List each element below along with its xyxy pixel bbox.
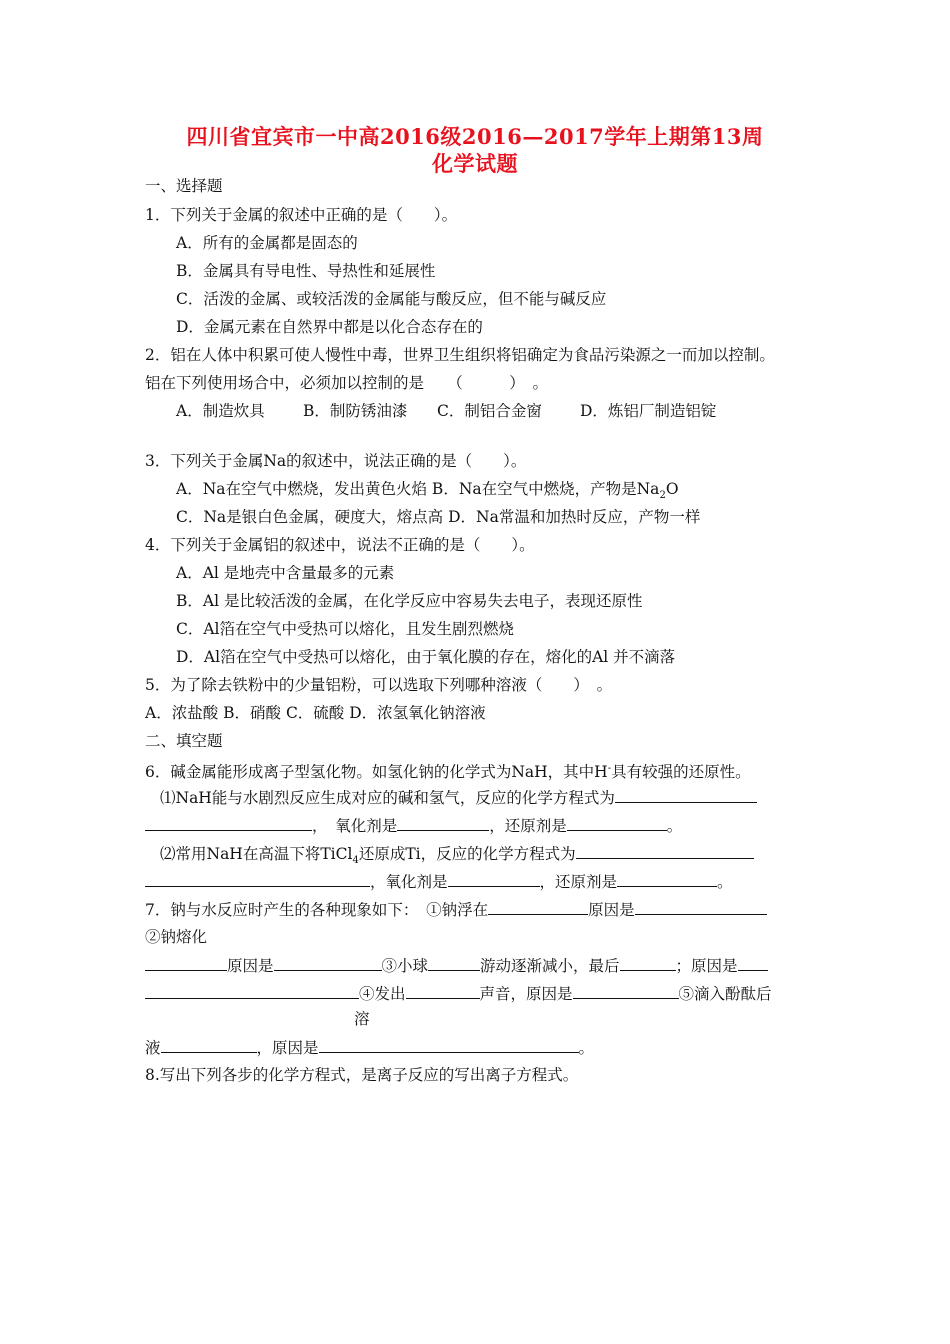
answer-blank-reason-2[interactable]: [274, 955, 382, 971]
exam-title-line2: 化学试题: [432, 151, 518, 176]
question-7-stem: [145, 899, 767, 920]
question-7-item-3c: ；原因是: [675, 957, 738, 975]
question-7-stem-text: 7．钠与水反应时产生的各种现象如下： ①钠浮在: [145, 901, 489, 919]
question-7-reason-label-2: 原因是: [227, 957, 274, 975]
question-7-item-5: ⑤滴入酚酞后: [678, 985, 772, 1003]
subscript-2: 2: [659, 490, 666, 502]
answer-blank-equation-1a[interactable]: [615, 787, 757, 803]
question-3-options-ab-tail: O: [665, 480, 679, 498]
question-4-option-c: C．Al箔在空气中受热可以熔化，且发生剧烈燃烧: [176, 620, 515, 638]
answer-blank-reason-4[interactable]: [573, 983, 679, 999]
question-7-item-3b: 游动逐渐减小，最后: [480, 957, 620, 975]
answer-blank-color[interactable]: [161, 1037, 257, 1053]
question-6-part-1-oxidant-label: ， 氧化剂是: [312, 817, 398, 835]
question-7-item-5-wrap: 溶: [354, 1010, 370, 1028]
question-1-option-d: D．金属元素在自然界中都是以化合态存在的: [176, 318, 483, 336]
answer-blank-reductant-2[interactable]: [617, 871, 717, 887]
question-1-option-c: C．活泼的金属、或较活泼的金属能与酸反应，但不能与碱反应: [176, 290, 607, 308]
answer-blank-ball[interactable]: [428, 955, 480, 971]
answer-blank-equation-2b[interactable]: [145, 871, 370, 887]
question-2-stem-line1: 2．铝在人体中积累可使人慢性中毒，世界卫生组织将铝确定为食品污染源之一而加以控制。: [145, 346, 775, 364]
question-5-stem: 5．为了除去铁粉中的少量铝粉，可以选取下列哪种溶液（ ） 。: [145, 676, 613, 694]
question-6-part-1-text: ⑴NaH能与水剧烈反应生成对应的碱和氢气，反应的化学方程式为: [160, 789, 615, 807]
answer-blank-sound[interactable]: [406, 983, 480, 999]
question-1-stem: 1．下列关于金属的叙述中正确的是（ ）。: [145, 206, 458, 224]
question-6-part-2-cont: [145, 871, 733, 892]
question-6-stem-text: 6．碱金属能形成离子型氢化物。如氢化钠的化学式为NaH，其中H: [145, 763, 608, 782]
answer-blank-oxidant-2[interactable]: [448, 871, 540, 887]
question-7-reason-label-1: 原因是: [588, 901, 635, 919]
question-2-option-d: D．炼铝厂制造铝锭: [580, 402, 717, 420]
question-7-item-3: ③小球: [381, 957, 429, 975]
question-1-option-a: A．所有的金属都是固态的: [176, 234, 358, 252]
question-7-item-4: ④发出: [359, 985, 406, 1003]
question-7-line-3: [145, 955, 768, 976]
question-6-part-2: [160, 843, 754, 871]
question-3-options-cd: C．Na是银白色金属，硬度大，熔点高 D．Na常温和加热时反应，产物一样: [176, 508, 701, 526]
question-3-options-ab: [176, 479, 679, 506]
question-7-item-2: ②钠熔化: [145, 928, 208, 946]
question-6-part-2-text: ⑵常用NaH在高温下将TiCl: [160, 845, 353, 863]
question-6-part-2-oxidant-label: ，氧化剂是: [370, 873, 448, 891]
answer-blank-reason-3a[interactable]: [738, 955, 768, 971]
question-2-option-a: A．制造炊具: [176, 402, 265, 420]
question-2-option-b: B．制防锈油漆: [303, 402, 408, 420]
exam-title-line1: 四川省宜宾市一中高2016级2016—2017学年上期第13周: [186, 124, 764, 149]
question-8-stem: 8.写出下列各步的化学方程式，是离子反应的写出离子方程式。: [145, 1066, 579, 1084]
answer-blank-equation-1b[interactable]: [145, 815, 312, 831]
answer-blank-equation-2a[interactable]: [576, 843, 754, 859]
question-6-part-1-reductant-label: ，还原剂是: [489, 817, 567, 835]
question-4-option-b: B．Al 是比较活泼的金属，在化学反应中容易失去电子，表现还原性: [176, 592, 643, 610]
question-2-option-c: C．制铝合金窗: [437, 402, 542, 420]
question-7-line-5: [145, 1037, 594, 1058]
question-1-option-b: B．金属具有导电性、导热性和延展性: [176, 262, 436, 280]
question-7-item-5-comma: ，原因是: [256, 1039, 319, 1057]
question-3-options-ab-text: A．Na在空气中燃烧，发出黄色火焰 B．Na在空气中燃烧，产物是Na: [176, 480, 660, 498]
question-4-option-d: D．Al箔在空气中受热可以熔化，由于氧化膜的存在，熔化的Al 并不滴落: [176, 648, 676, 666]
answer-blank-melt[interactable]: [145, 955, 227, 971]
section-heading-fill: 二、填空题: [145, 732, 223, 750]
superscript-minus: -: [607, 763, 612, 774]
answer-blank-reason-3b[interactable]: [145, 983, 359, 999]
answer-blank-finally[interactable]: [620, 955, 676, 971]
answer-blank-reductant-1[interactable]: [567, 815, 667, 831]
question-3-stem: 3．下列关于金属Na的叙述中，说法正确的是（ ）。: [145, 452, 527, 470]
answer-blank-reason-1[interactable]: [635, 899, 767, 915]
question-2-stem-line2: 铝在下列使用场合中，必须加以控制的是 （ ） 。: [145, 374, 549, 392]
question-6-part-1: [160, 787, 757, 808]
question-6-part-2-reductant-label: ，还原剂是: [539, 873, 618, 891]
question-6-part-2-end: 。: [717, 873, 733, 891]
question-6-stem-tail: 具有较强的还原性。: [611, 763, 751, 782]
answer-blank-oxidant-1[interactable]: [397, 815, 489, 831]
question-7-end: 。: [578, 1039, 595, 1057]
question-6-part-1-cont: [145, 815, 682, 836]
question-7-line-4: [145, 983, 772, 1004]
answer-blank-reason-5[interactable]: [319, 1037, 579, 1053]
subscript-4: 4: [352, 855, 359, 867]
question-5-options: A．浓盐酸 B．硝酸 C．硫酸 D．浓氢氧化钠溶液: [145, 704, 486, 722]
question-6-part-2-tail: 还原成Ti，反应的化学方程式为: [358, 845, 576, 863]
question-4-stem: 4．下列关于金属铝的叙述中，说法不正确的是（ ）。: [145, 536, 535, 554]
question-7-item-5-end: 液: [145, 1039, 161, 1057]
section-heading-choice: 一、选择题: [145, 177, 223, 195]
question-6-part-1-end: 。: [666, 817, 683, 835]
question-7-item-4b: 声音，原因是: [479, 985, 573, 1003]
answer-blank-float[interactable]: [488, 899, 588, 915]
question-6-stem: [145, 759, 751, 782]
question-4-option-a: A．Al 是地壳中含量最多的元素: [176, 564, 395, 582]
